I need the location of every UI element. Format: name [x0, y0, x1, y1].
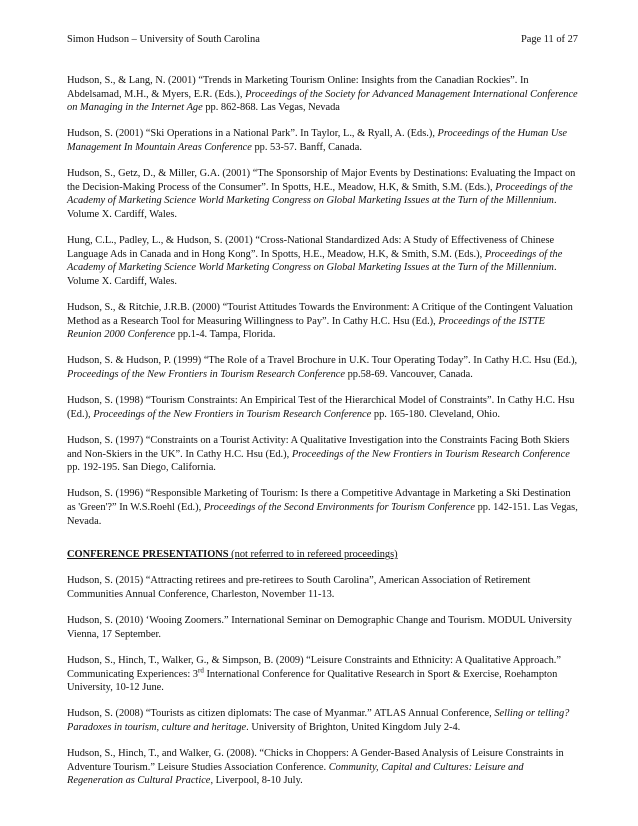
publication-entry — [67, 354, 580, 381]
publication-entry — [67, 167, 580, 221]
publication-entry — [67, 487, 580, 528]
entry-text: Hudson, S., Hinch, T., and Walker, G. (2008). “Chicks in Choppers: A Gender-Based Analysis of Leisure Constraints in Adventure Tourism.” Leisure Studies Association Conference. — [67, 748, 564, 773]
entry-text: Hudson, S., & Lang, N. (2001) “Trends in Marketing Tourism Online: Insights from the Canadian Rockies”. In Abdelsamad, M.H., & Myers, E.R. (Eds.), — [67, 75, 529, 100]
entry-details: pp. 53-57. Banff, Canada. — [251, 141, 362, 153]
header-author: Simon Hudson – University of South Carolina — [67, 34, 260, 45]
presentation-list — [67, 574, 580, 788]
entry-text: Hudson, S. (2015) “Attracting retirees and pre-retirees to South Carolina”, American Association of Retirement Communities Annual Conference, Charleston, November 11-13. — [67, 575, 531, 600]
publication-entry — [67, 301, 580, 342]
entry-text: Hudson, S. (1996) “Responsible Marketing of Tourism: Is there a Competitive Advantage in Marketing a Ski Destination as 'Green'?” In W.S.Roehl (Ed.), — [67, 488, 571, 513]
entry-title-italic: Proceedings of the Academy of Marketing Science World Marketing Congress on Global Marketing Issues at the Turn of the Millennium — [67, 181, 573, 207]
entry-details: . University of Brighton, United Kingdom July 2-4. — [246, 721, 461, 733]
section-note: (not referred to in refereed proceedings) — [228, 549, 398, 561]
entry-details: pp.1-4. Tampa, Florida. — [175, 329, 276, 341]
publication-entry — [67, 394, 580, 421]
entry-title-italic: Selling or telling? Paradoxes in tourism, culture and heritage — [67, 708, 570, 733]
presentation-entry — [67, 707, 580, 734]
section-heading — [67, 548, 580, 562]
entry-text: Hudson, S., & Ritchie, J.R.B. (2000) “Tourist Attitudes Towards the Environment: A Critique of the Contingent Valuation Method as a Research Tool for Measuring Willingness to Pay”. In Cathy H.C. Hsu (Ed.), — [67, 302, 573, 327]
entry-details: pp. 142-151. Las Vegas, Nevada. — [67, 502, 578, 527]
entry-title-italic: Community, Capital and Cultures: Leisure and Regeneration as Cultural Practice — [67, 761, 524, 787]
page-header — [67, 33, 578, 46]
section-title: CONFERENCE PRESENTATIONS — [67, 549, 229, 561]
entry-text: Hung, C.L., Padley, L., & Hudson, S. (2001) “Cross-National Standardized Ads: A Study of Effectiveness of Chinese Language Ads in Canada and in Hong Kong”. In Spotts, H.E., Meadow, H.K, & Smith, S.M. (Eds.), — [67, 235, 555, 260]
entry-title-italic: Proceedings of the Society for Advanced Management International Conference on Managing in the Internet Age — [67, 88, 578, 114]
entry-title-italic: Proceedings of the Human Use Management In Mountain Areas Conference — [67, 128, 568, 153]
entry-text: Hudson, S., Getz, D., & Miller, G.A. (2001) “The Sponsorship of Major Events by Destinations: Evaluating the Impact on the Decision-Making Process of the Consumer”. In Spotts, H.E., Meadow, H.K, & Smith, S.M. (Eds.), — [67, 168, 576, 193]
publication-list — [67, 74, 580, 528]
entry-details: . Volume X. Cardiff, Wales. — [67, 262, 557, 287]
entry-text: Hudson, S. (1997) “Constraints on a Tourist Activity: A Qualitative Investigation into the Constraints Facing Both Skiers and Non-Skiers in the UK”. In Cathy H.C. Hsu (Ed.), — [67, 435, 570, 460]
entry-text: Hudson, S. & Hudson, P. (1999) “The Role of a Travel Brochure in U.K. Tour Operating Today”. In Cathy H.C. Hsu (Ed.), — [67, 355, 578, 367]
entry-details: . Volume X. Cardiff, Wales. — [67, 195, 557, 220]
publication-entry — [67, 234, 580, 288]
entry-title-italic: Proceedings of the ISTTE Reunion 2000 Conference — [67, 315, 546, 341]
publication-entry — [67, 127, 580, 154]
entry-title-italic: Proceedings of the Second Environments for Tourism Conference — [203, 502, 475, 513]
entry-text: Hudson, S. (2008) “Tourists as citizen diplomats: The case of Myanmar.” ATLAS Annual Conference, — [67, 708, 495, 720]
entry-text-cont: International Conference for Qualitative Research in Sport & Exercise, Roehampton University, 10-12 June. — [67, 668, 558, 694]
entry-title-italic: Proceedings of the New Frontiers in Tourism Research Conference — [67, 369, 346, 381]
entry-text: Hudson, S. (2010) ‘Wooing Zoomers.” International Seminar on Demographic Change and Tourism. MODUL University Vienna, 17 September. — [67, 615, 572, 640]
header-page-number: Page 11 of 27 — [520, 34, 578, 45]
page-content — [67, 74, 580, 800]
entry-text: Hudson, S. (1998) “Tourism Constraints: An Empirical Test of the Hierarchical Model of Constraints”. In Cathy H.C. Hsu (Ed.), — [67, 395, 575, 420]
publication-entry — [67, 74, 580, 115]
entry-details: pp.58-69. Vancouver, Canada. — [345, 369, 473, 381]
entry-text: Hudson, S., Hinch, T., Walker, G., & Simpson, B. (2009) “Leisure Constraints and Ethnicity: A Qualitative Approach.” Communicating Experiences: 3 — [67, 654, 561, 680]
publication-entry — [67, 434, 580, 475]
presentation-entry — [67, 614, 580, 641]
entry-title-italic: Proceedings of the New Frontiers in Tourism Research Conference — [291, 448, 570, 460]
entry-details: pp. 192-195. San Diego, California. — [67, 462, 216, 474]
presentation-entry — [67, 747, 580, 788]
entry-details: pp. 862-868. Las Vegas, Nevada — [202, 102, 340, 114]
presentation-entry — [67, 654, 580, 695]
entry-details: pp. 165-180. Cleveland, Ohio. — [371, 408, 500, 420]
entry-title-italic: Proceedings of the New Frontiers in Tourism Research Conference — [93, 408, 372, 420]
entry-superscript: rd — [198, 666, 204, 675]
presentation-entry — [67, 574, 580, 601]
entry-title-italic: Proceedings of the Academy of Marketing Science World Marketing Congress on Global Marketing Issues at the Turn of the Millennium — [67, 248, 563, 274]
entry-text: Hudson, S. (2001) “Ski Operations in a National Park”. In Taylor, L., & Ryall, A. (Eds.), — [67, 128, 438, 140]
entry-details: , Liverpool, 8-10 July. — [210, 775, 303, 787]
